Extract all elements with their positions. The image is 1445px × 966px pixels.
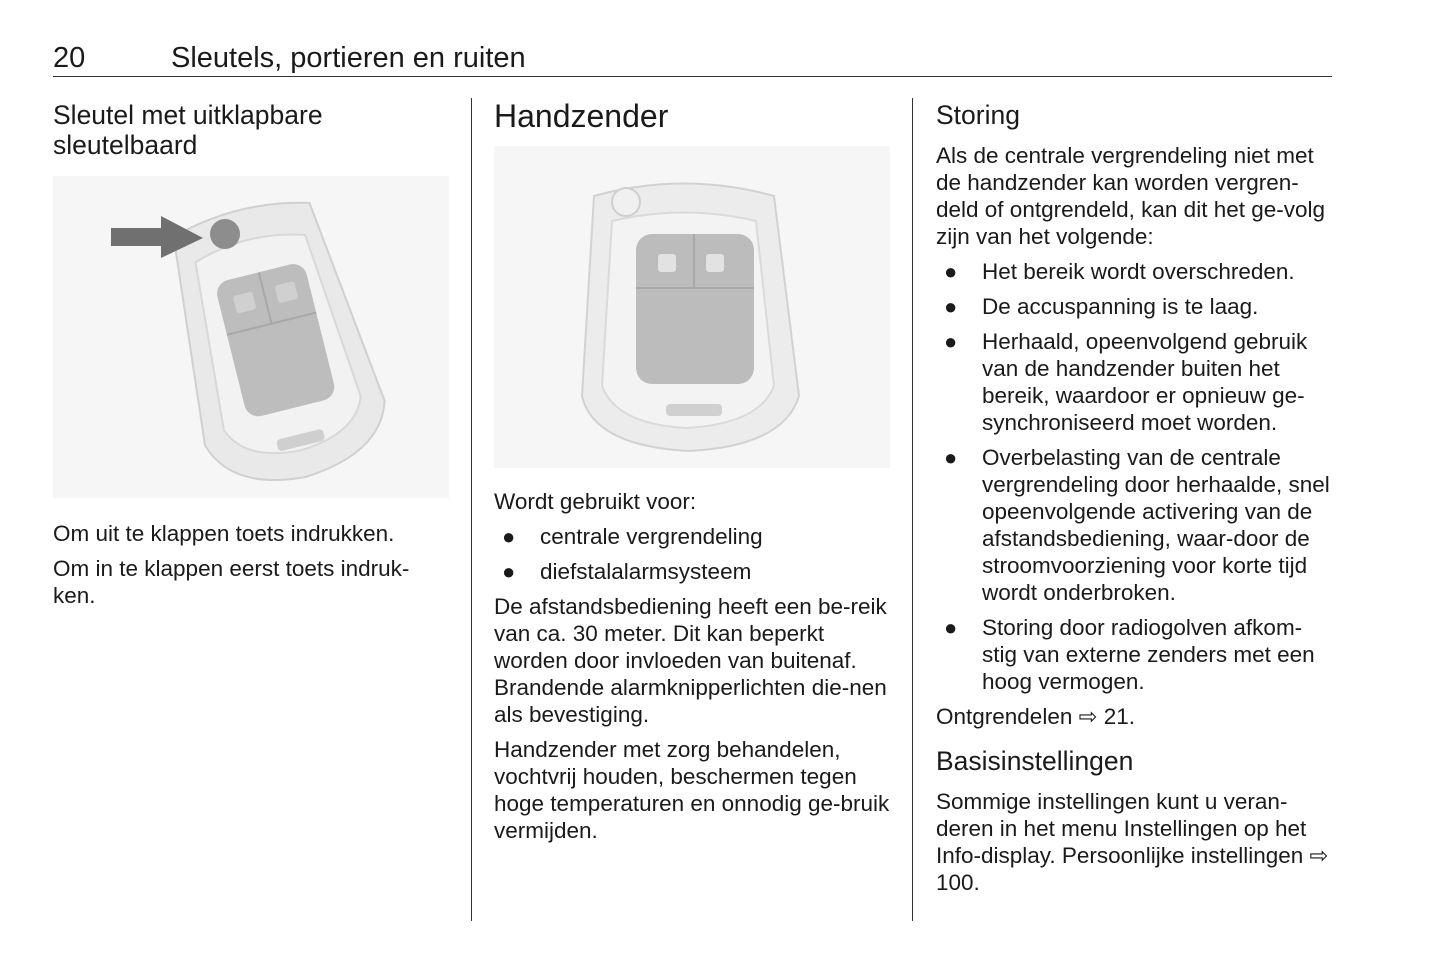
list-item [936, 328, 1336, 436]
page-title: Sleutels, portieren en ruiten [171, 42, 526, 74]
section-heading-basic-settings: Basisinstellingen [936, 746, 1134, 776]
page-number: 20 [53, 42, 86, 74]
list-item-text: Herhaald, opeenvolgend gebruik van de handzender buiten het bereik, waardoor er opnieuw ge-synchroniseerd moet worden. [982, 329, 1308, 435]
crossref-unlock[interactable]: Ontgrendelen ⇨ 21. [936, 704, 1135, 729]
column-left [53, 98, 449, 617]
bullet-icon: ● [502, 524, 516, 549]
list-item [936, 614, 1336, 695]
list-item [936, 293, 1336, 320]
paragraph: Sommige instellingen kunt u veran-deren in het menu Instellingen op het Info-display. Persoonlijke instellingen ⇨ 100. [936, 789, 1329, 895]
column-divider [471, 98, 472, 921]
remote-key-icon [494, 146, 890, 468]
section-heading-flip-key: Sleutel met uitklapbare sleutelbaard [53, 100, 323, 160]
list-item-text: Het bereik wordt overschreden. [982, 259, 1295, 284]
list-item-text: Overbelasting van de centrale vergrendeling door herhaalde, snel opeenvolgende activering van de afstandsbediening, waar-door de stroomvoorziening voor korte tijd wordt onderbroken. [982, 445, 1330, 605]
column-right [936, 98, 1336, 904]
bullet-icon: ● [944, 615, 958, 640]
flip-key-illustration [53, 176, 449, 498]
column-middle [494, 98, 892, 852]
paragraph: De afstandsbediening heeft een be-reik van ca. 30 meter. Dit kan beperkt worden door invloeden van buitenaf. Brandende alarmknipperlichten die-nen als bevestiging. [494, 594, 887, 727]
fault-list [936, 258, 1336, 695]
list-item [494, 523, 892, 550]
intro-text: Wordt gebruikt voor: [494, 489, 697, 514]
page-header [53, 40, 1332, 77]
list-item-text: Storing door radiogolven afkom-stig van externe zenders met een hoog vermogen. [982, 615, 1315, 694]
paragraph: Handzender met zorg behandelen, vochtvrij houden, beschermen tegen hoge temperaturen en onnodig ge-bruik vermijden. [494, 737, 890, 843]
bullet-icon: ● [944, 445, 958, 470]
usage-list [494, 523, 892, 585]
intro-text: Als de centrale vergrendeling niet met de handzender kan worden vergren-deld of ontgrendeld, kan dit het ge-volg zijn van het volgende: [936, 143, 1326, 249]
bullet-icon: ● [502, 559, 516, 584]
bullet-icon: ● [944, 259, 958, 284]
list-item-text: centrale vergrendeling [540, 524, 763, 549]
list-item [494, 558, 892, 585]
list-item [936, 444, 1336, 606]
paragraph: Om in te klappen eerst toets indruk-ken. [53, 556, 410, 608]
list-item [936, 258, 1336, 285]
bullet-icon: ● [944, 294, 958, 319]
list-item-text: De accuspanning is te laag. [982, 294, 1259, 319]
bullet-icon: ● [944, 329, 958, 354]
section-heading-remote: Handzender [494, 98, 669, 134]
flip-key-icon [53, 176, 449, 498]
paragraph: Om uit te klappen toets indrukken. [53, 521, 395, 546]
column-divider [912, 98, 913, 921]
section-heading-storing: Storing [936, 100, 1020, 130]
list-item-text: diefstalalarmsysteem [540, 559, 752, 584]
remote-key-illustration [494, 146, 890, 468]
